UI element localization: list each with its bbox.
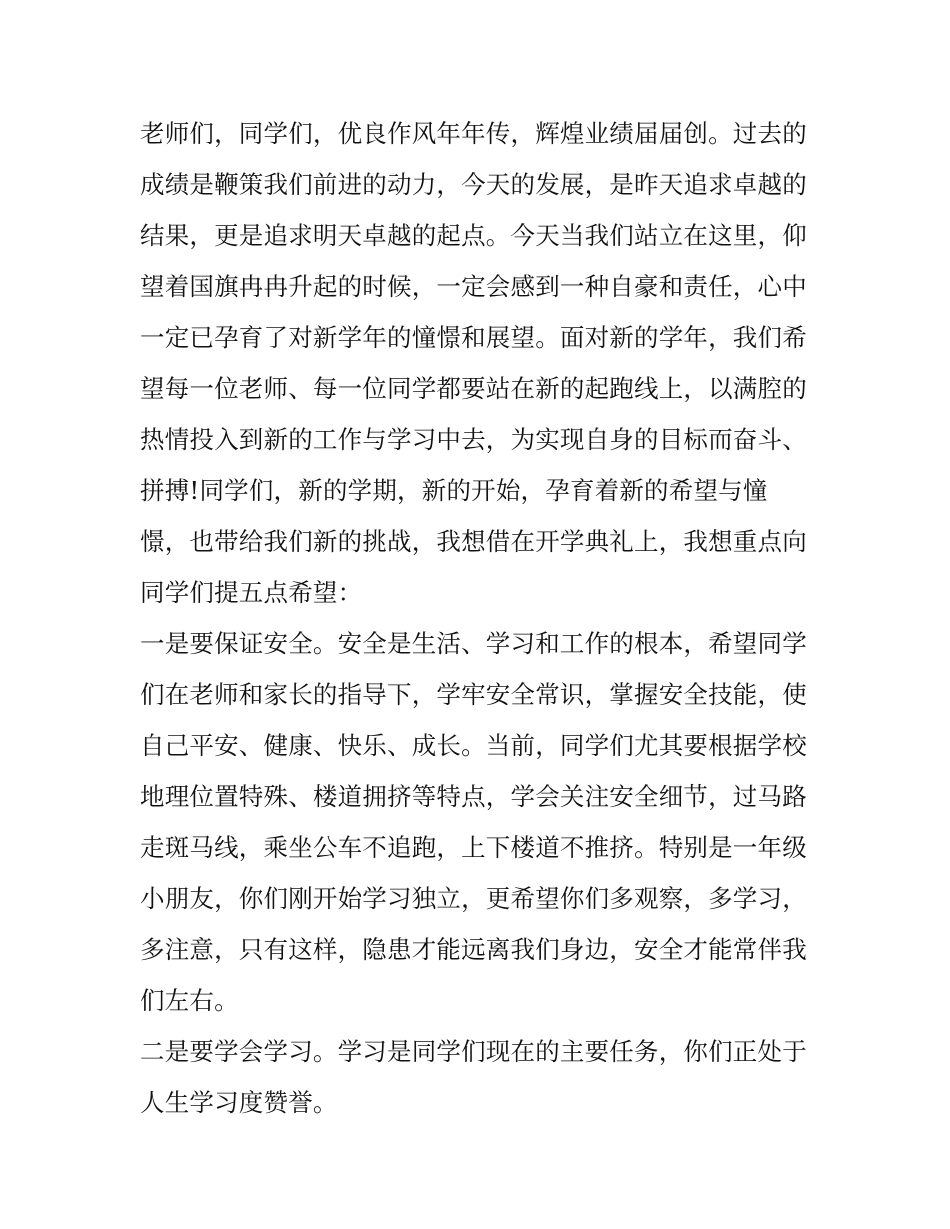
text-line: 成绩是鞭策我们前进的动力，今天的发展，是昨天追求卓越的	[140, 170, 807, 199]
text-line: 一是要保证安全。安全是生活、学习和工作的根本，希望同学	[140, 629, 807, 658]
text-line: 结果，更是追求明天卓越的起点。今天当我们站立在这里，仰	[140, 221, 807, 250]
text-line: 自己平安、健康、快乐、成长。当前，同学们尤其要根据学校	[140, 731, 807, 760]
document-body	[140, 108, 820, 1128]
text-line: 拼搏!同学们，新的学期，新的开始，孕育着新的希望与憧	[140, 476, 768, 505]
text-line: 老师们，同学们，优良作风年年传，辉煌业绩届届创。过去的	[140, 119, 807, 148]
text-line: 地理位置特殊、楼道拥挤等特点，学会关注安全细节，过马路	[140, 782, 807, 811]
text-line: 们左右。	[140, 986, 239, 1015]
text-line: 走斑马线，乘坐公车不追跑，上下楼道不推挤。特别是一年级	[140, 833, 807, 862]
text-line: 望着国旗冉冉升起的时候，一定会感到一种自豪和责任，心中	[140, 272, 807, 301]
text-line: 一定已孕育了对新学年的憧憬和展望。面对新的学年，我们希	[140, 323, 807, 352]
text-line: 望每一位老师、每一位同学都要站在新的起跑线上，以满腔的	[140, 374, 807, 403]
text-line: 人生学习度赞誉。	[140, 1088, 338, 1117]
text-line: 小朋友，你们刚开始学习独立，更希望你们多观察，多学习，	[140, 884, 807, 913]
text-line: 同学们提五点希望：	[140, 578, 363, 607]
text-line: 二是要学会学习。学习是同学们现在的主要任务，你们正处于	[140, 1037, 807, 1066]
text-line: 多注意，只有这样，隐患才能远离我们身边，安全才能常伴我	[140, 935, 807, 964]
text-line: 们在老师和家长的指导下，学牢安全常识，掌握安全技能，使	[140, 680, 807, 709]
text-line: 热情投入到新的工作与学习中去，为实现自身的目标而奋斗、	[140, 425, 807, 454]
text-line: 憬，也带给我们新的挑战，我想借在开学典礼上，我想重点向	[140, 527, 807, 556]
